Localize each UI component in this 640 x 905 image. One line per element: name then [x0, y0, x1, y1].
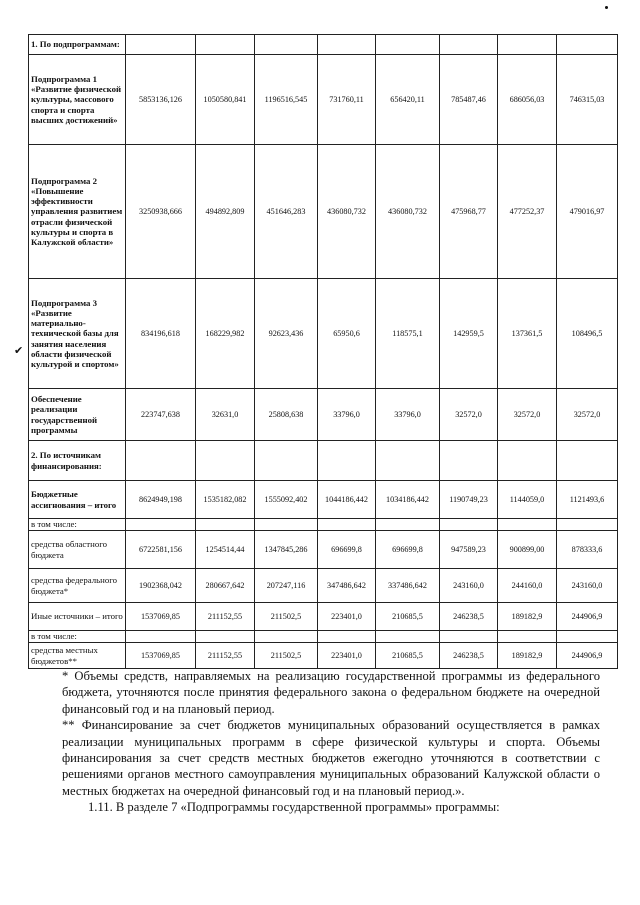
table-row [29, 55, 618, 145]
value-cell: 211502,5 [255, 643, 318, 669]
value-cell: 1555092,402 [255, 481, 318, 519]
value-cell [255, 519, 318, 531]
value-cell [376, 519, 440, 531]
value-cell [126, 519, 196, 531]
section-paragraph: 1.11. В разделе 7 «Подпрограммы государственной программы» программы: [88, 800, 500, 815]
value-cell: 731760,11 [318, 55, 376, 145]
value-cell: 108496,5 [557, 279, 618, 389]
table-row [29, 481, 618, 519]
value-cell: 211152,55 [196, 643, 255, 669]
value-cell: 834196,618 [126, 279, 196, 389]
value-cell [498, 441, 557, 481]
value-cell: 168229,982 [196, 279, 255, 389]
row-label: 1. По подпрограммам: [29, 35, 126, 55]
value-cell: 280667,642 [196, 569, 255, 603]
table-row [29, 441, 618, 481]
value-cell [557, 519, 618, 531]
value-cell: 1144059,0 [498, 481, 557, 519]
value-cell: 210685,5 [376, 643, 440, 669]
value-cell: 25808,638 [255, 389, 318, 441]
value-cell [557, 441, 618, 481]
value-cell [498, 35, 557, 55]
value-cell: 746315,03 [557, 55, 618, 145]
table-row [29, 569, 618, 603]
value-cell: 1121493,6 [557, 481, 618, 519]
value-cell: 656420,11 [376, 55, 440, 145]
value-cell: 65950,6 [318, 279, 376, 389]
table-row [29, 531, 618, 569]
table-row [29, 603, 618, 631]
footnote-local: ** Финансирование за счет бюджетов муниципальных образований осуществляется в рамках реализации муниципальных программ в сфере физической культуры и спорта. Объемы финансирования за счет средств местных бюджетов ежегодно уточняются в соответствии с решениями органов местного самоуправления муниципальных образований Калужской области о местных бюджетах на очередной финансовый год и на плановый период.». [62, 718, 600, 798]
value-cell: 244906,9 [557, 643, 618, 669]
value-cell [498, 631, 557, 643]
value-cell: 1050580,841 [196, 55, 255, 145]
financing-table [28, 34, 618, 669]
value-cell: 92623,436 [255, 279, 318, 389]
value-cell: 223401,0 [318, 643, 376, 669]
value-cell: 785487,46 [440, 55, 498, 145]
row-label: 2. По источникам финансирования: [29, 441, 126, 481]
value-cell: 1254514,44 [196, 531, 255, 569]
value-cell: 337486,642 [376, 569, 440, 603]
table-row [29, 519, 618, 531]
value-cell [126, 441, 196, 481]
value-cell [376, 631, 440, 643]
value-cell: 1196516,545 [255, 55, 318, 145]
value-cell: 5853136,126 [126, 55, 196, 145]
value-cell [376, 35, 440, 55]
value-cell: 494892,809 [196, 145, 255, 279]
value-cell [255, 441, 318, 481]
value-cell: 189182,9 [498, 643, 557, 669]
value-cell: 32572,0 [440, 389, 498, 441]
value-cell: 436080,732 [318, 145, 376, 279]
row-label: средства областного бюджета [29, 531, 126, 569]
footnote-federal: * Объемы средств, направляемых на реализацию государственной программы из федерального бюджета, уточняются после принятия федерального закона о федеральном бюджете на очередной финансовый год и на плановый период. [62, 669, 600, 716]
value-cell: 900899,00 [498, 531, 557, 569]
value-cell: 32631,0 [196, 389, 255, 441]
value-cell [440, 631, 498, 643]
value-cell [255, 35, 318, 55]
table-row [29, 145, 618, 279]
table-row [29, 643, 618, 669]
value-cell [196, 519, 255, 531]
value-cell: 244906,9 [557, 603, 618, 631]
page-dot-mark [605, 6, 608, 9]
value-cell: 347486,642 [318, 569, 376, 603]
value-cell: 878333,6 [557, 531, 618, 569]
value-cell [318, 441, 376, 481]
value-cell: 211152,55 [196, 603, 255, 631]
value-cell: 1347845,286 [255, 531, 318, 569]
margin-marker: ✔ [14, 345, 24, 357]
value-cell: 1535182,082 [196, 481, 255, 519]
value-cell: 1537069,85 [126, 643, 196, 669]
row-label: Обеспечение реализации государственной программы [29, 389, 126, 441]
value-cell: 696699,8 [376, 531, 440, 569]
row-label: в том числе: [29, 631, 126, 643]
value-cell: 1044186,442 [318, 481, 376, 519]
value-cell [440, 35, 498, 55]
value-cell [196, 441, 255, 481]
value-cell: 8624949,198 [126, 481, 196, 519]
value-cell [557, 35, 618, 55]
footnotes [62, 668, 600, 816]
value-cell: 246238,5 [440, 643, 498, 669]
value-cell [557, 631, 618, 643]
table-row [29, 389, 618, 441]
table-row [29, 35, 618, 55]
value-cell: 1902368,042 [126, 569, 196, 603]
row-label: средства федерального бюджета* [29, 569, 126, 603]
value-cell [126, 631, 196, 643]
value-cell [196, 631, 255, 643]
value-cell: 436080,732 [376, 145, 440, 279]
value-cell: 118575,1 [376, 279, 440, 389]
row-label: Иные источники – итого [29, 603, 126, 631]
value-cell [440, 441, 498, 481]
value-cell: 189182,9 [498, 603, 557, 631]
value-cell: 1034186,442 [376, 481, 440, 519]
value-cell [318, 519, 376, 531]
value-cell: 244160,0 [498, 569, 557, 603]
value-cell [376, 441, 440, 481]
value-cell [318, 35, 376, 55]
value-cell: 479016,97 [557, 145, 618, 279]
value-cell [318, 631, 376, 643]
value-cell: 6722581,156 [126, 531, 196, 569]
value-cell: 686056,03 [498, 55, 557, 145]
value-cell: 32572,0 [498, 389, 557, 441]
value-cell: 207247,116 [255, 569, 318, 603]
value-cell: 3250938,666 [126, 145, 196, 279]
row-label: Бюджетные ассигнования – итого [29, 481, 126, 519]
value-cell: 477252,37 [498, 145, 557, 279]
value-cell: 243160,0 [557, 569, 618, 603]
value-cell [255, 631, 318, 643]
value-cell: 210685,5 [376, 603, 440, 631]
value-cell: 475968,77 [440, 145, 498, 279]
value-cell: 142959,5 [440, 279, 498, 389]
row-label: средства местных бюджетов** [29, 643, 126, 669]
value-cell: 246238,5 [440, 603, 498, 631]
value-cell: 211502,5 [255, 603, 318, 631]
value-cell: 33796,0 [376, 389, 440, 441]
row-label: Подпрограмма 2 «Повышение эффективности управления развитием отрасли физической культуры и спорта в Калужской области» [29, 145, 126, 279]
value-cell: 947589,23 [440, 531, 498, 569]
row-label: Подпрограмма 3 «Развитие материально-технической базы для занятия населения области физической культурой и спортом» [29, 279, 126, 389]
value-cell: 32572,0 [557, 389, 618, 441]
value-cell: 223401,0 [318, 603, 376, 631]
value-cell: 451646,283 [255, 145, 318, 279]
value-cell [498, 519, 557, 531]
table-row [29, 279, 618, 389]
value-cell: 33796,0 [318, 389, 376, 441]
value-cell: 243160,0 [440, 569, 498, 603]
value-cell: 1190749,23 [440, 481, 498, 519]
value-cell: 223747,638 [126, 389, 196, 441]
table-row [29, 631, 618, 643]
row-label: Подпрограмма 1 «Развитие физической культуры, массового спорта и спорта высших достижений» [29, 55, 126, 145]
value-cell: 137361,5 [498, 279, 557, 389]
value-cell: 1537069,85 [126, 603, 196, 631]
value-cell [126, 35, 196, 55]
value-cell [196, 35, 255, 55]
value-cell [440, 519, 498, 531]
row-label: в том числе: [29, 519, 126, 531]
value-cell: 696699,8 [318, 531, 376, 569]
